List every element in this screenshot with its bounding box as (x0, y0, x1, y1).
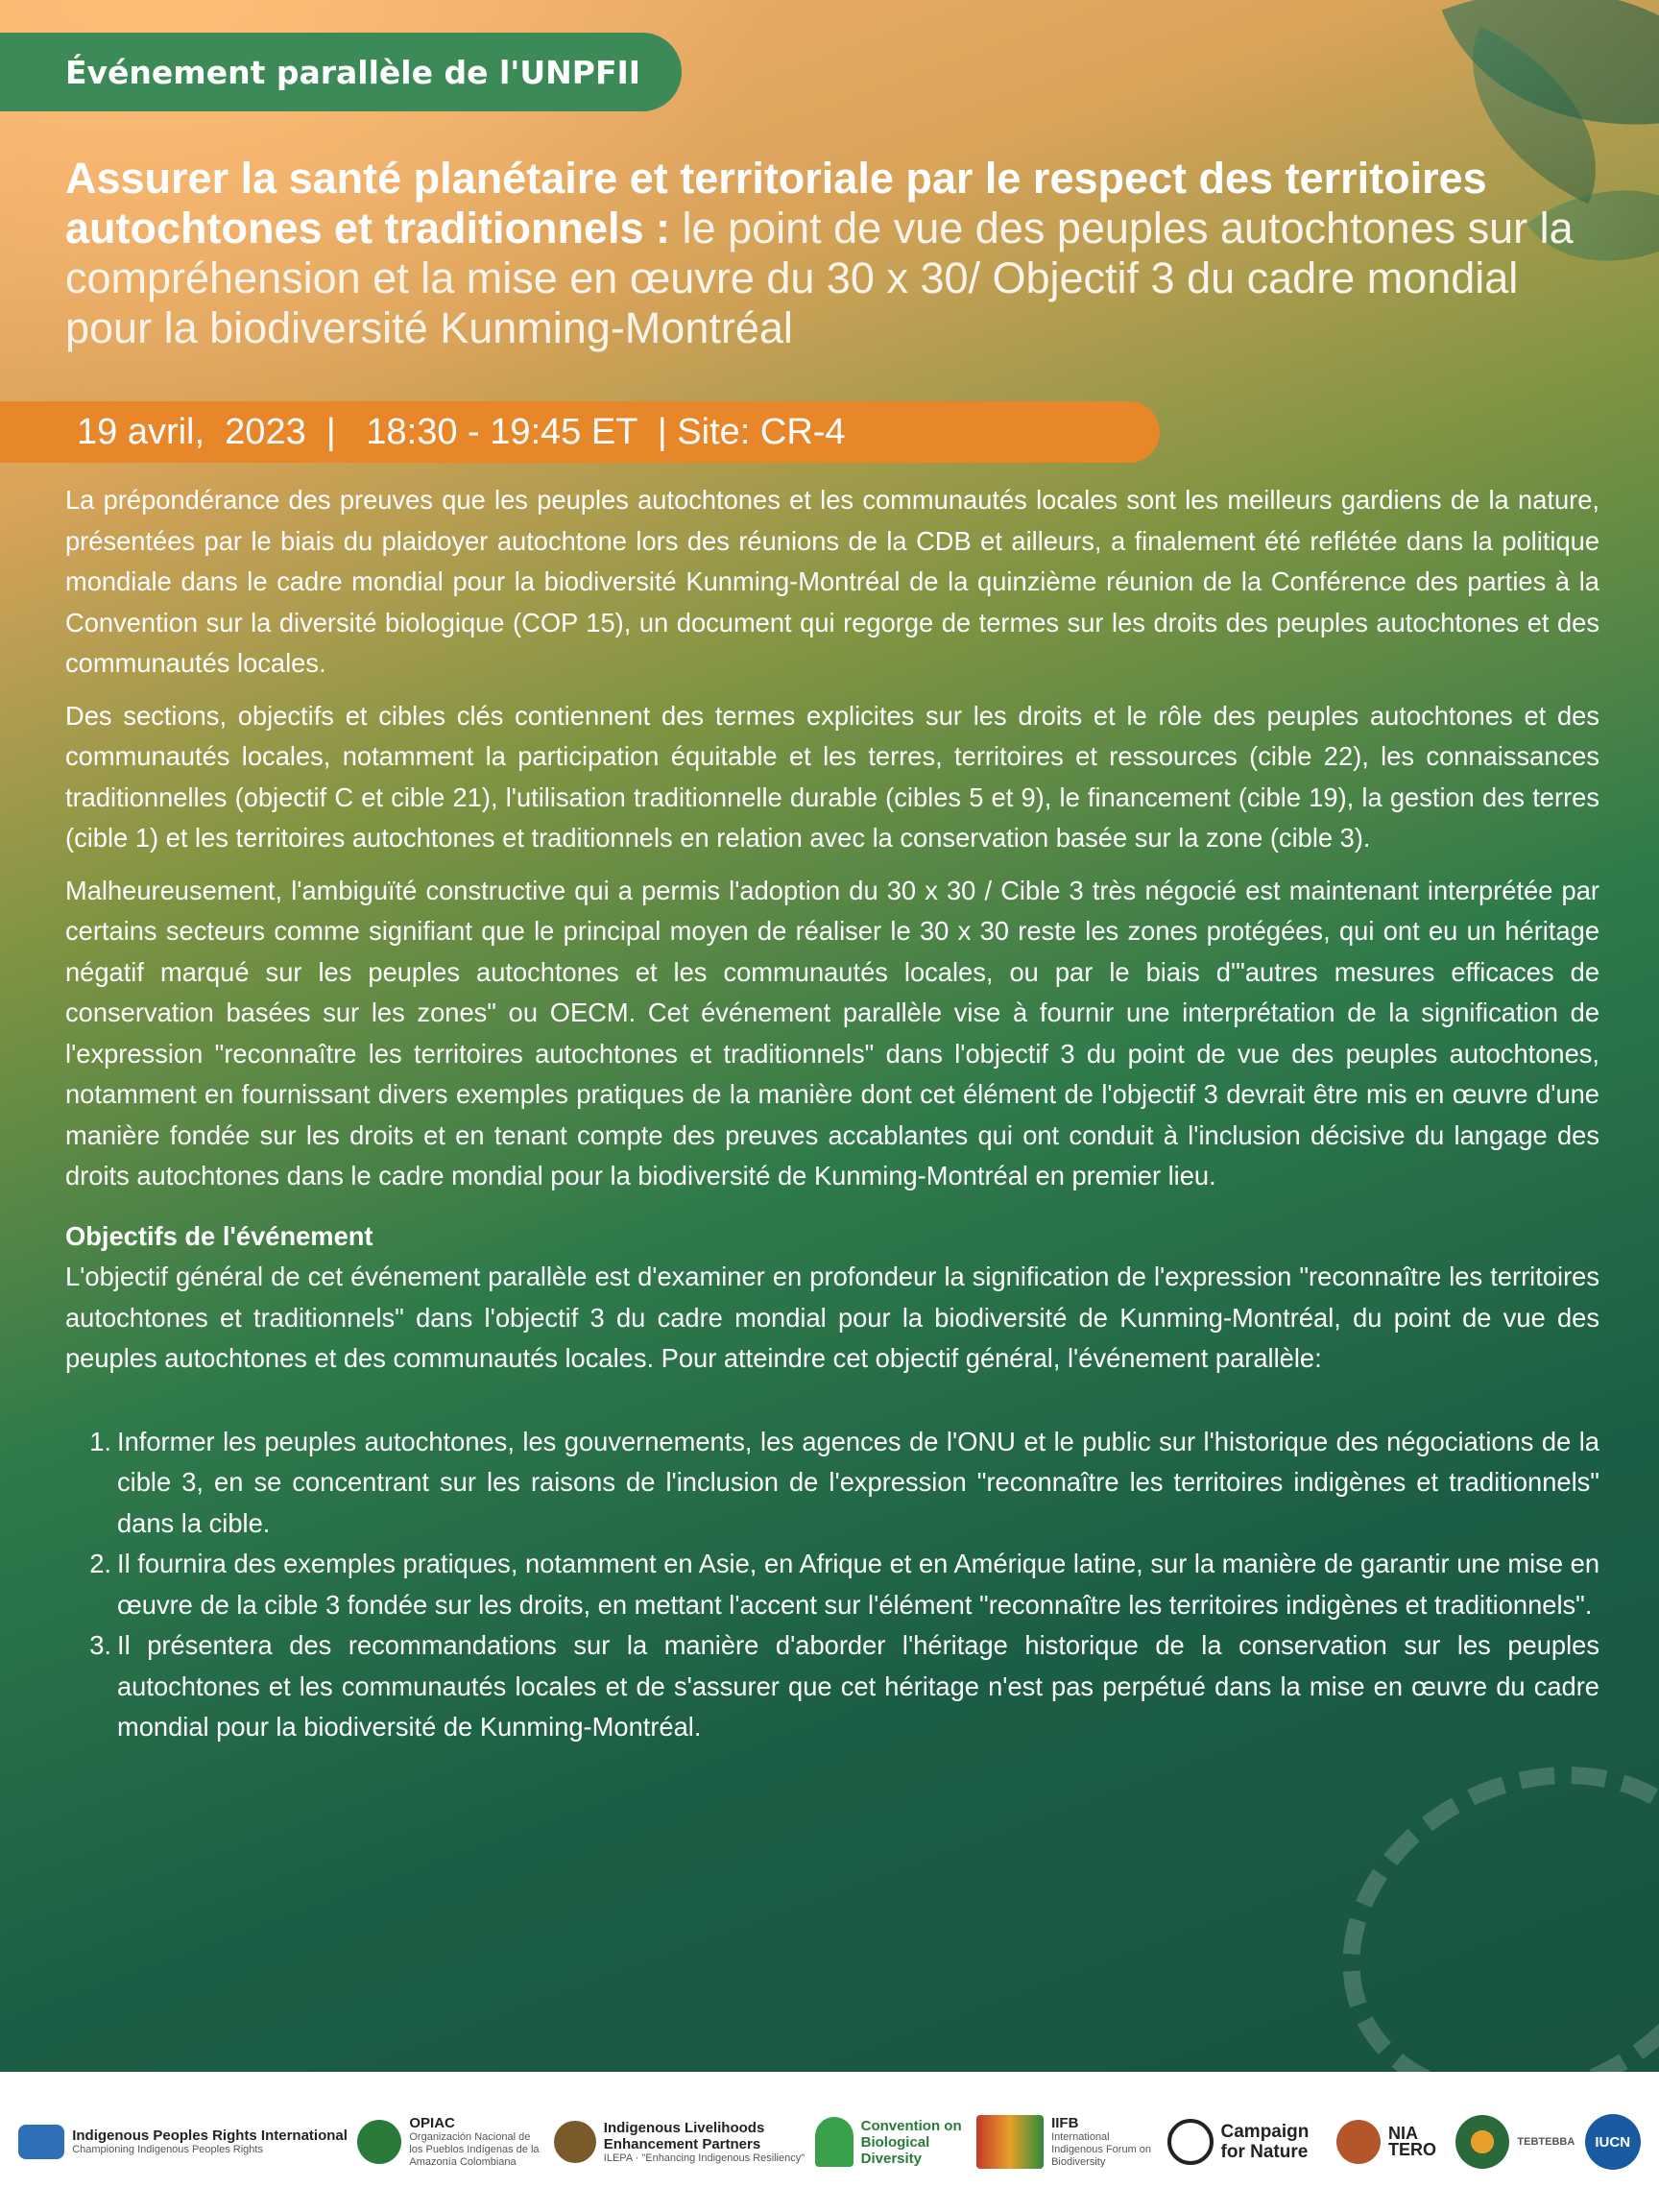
tebtebba-logo-icon (1455, 2115, 1509, 2169)
iucn-logo-icon: IUCN (1585, 2114, 1641, 2170)
body-text (65, 480, 1599, 1748)
list-item (65, 1625, 1599, 1748)
logo-opiac: OPIAC Organización Nacional de los Pueblos Indígenas de la Amazonía Colombiana (357, 2115, 543, 2169)
date-bar: 19 avril, 2023 | 18:30 - 19:45 ET | Site: CR-4 (0, 401, 1160, 463)
ipri-logo-icon (18, 2125, 64, 2159)
objectives-intro: L'objectif général de cet événement parallèle est d'examiner en profondeur la signification de l'expression "reconnaître les territoires autochtones et traditionnels" dans l'objectif 3 du cadre mondial pour la biodiversité de Kunming-Montréal, du point de vue des peuples autochtones et des communautés locales. Pour atteindre cet objectif général, l'événement parallèle: (65, 1262, 1599, 1373)
nia-tero-logo-icon (1336, 2120, 1381, 2164)
logo-tebtebba: TEBTEBBA (1455, 2115, 1575, 2169)
list-item (65, 1544, 1599, 1625)
list-number: 3. (89, 1630, 111, 1660)
paragraph-1: La prépondérance des preuves que les peuples autochtones et les communautés locales sont les meilleurs gardiens de la nature, présentées par le biais du plaidoyer autochtone lors des réunions de la CDB et ailleurs, a finalement été reflétée dans la politique mondiale dans le cadre mondial pour la biodiversité Kunming-Montréal de la quinzième réunion de la Conférence des parties à la Convention sur la diversité biologique (COP 15), un document qui regorge de termes sur les droits des peuples autochtones et des communautés locales. (65, 485, 1599, 678)
logo-ipri: Indigenous Peoples Rights International Championing Indigenous Peoples Rights (18, 2125, 348, 2159)
list-text: Il présentera des recommandations sur la manière d'aborder l'héritage historique de la conservation sur les peuples autochtones et les communautés locales et de s'assurer que cet héritage n'est pas perpétué dans la mise en œuvre du cadre mondial pour la biodiversité de Kunming-Montréal. (117, 1630, 1599, 1742)
logo-iifb: IIFB International Indigenous Forum on Biodiversity (976, 2115, 1157, 2169)
logo-iucn (1585, 2114, 1641, 2170)
iifb-logo-icon (976, 2115, 1044, 2169)
paragraph-2: Des sections, objectifs et cibles clés contiennent des termes explicites sur les droits et le rôle des peuples autochtones et des communautés locales, notamment la participation équitable et les terres, territoires et ressources (cible 22), les connaissances traditionnelles (objectif C et cible 21), l'utilisation traditionnelle durable (cibles 5 et 9), le financement (cible 19), la gestion des terres (cible 1) et les territoires autochtones et traditionnels en relation avec la conservation basée sur la zone (cible 3). (65, 700, 1599, 853)
cbd-logo-icon (815, 2117, 854, 2167)
campaign-for-nature-logo-icon (1167, 2119, 1214, 2165)
paragraph-3: Malheureusement, l'ambiguïté constructive qui a permis l'adoption du 30 x 30 / Cible 3 très négocié est maintenant interprétée par certains secteurs comme signifiant que le principal moyen de réaliser le 30 x 30 reste les zones protégées, qui ont eu un héritage négatif marqué sur les peuples autochtones et les communautés locales, ou par le biais d'"autres mesures efficaces de conservation basées sur les zones" ou OECM. Cet événement parallèle vise à fournir une interprétation de la signification de l'expression "reconnaître les territoires autochtones et traditionnels" dans l'objectif 3 du point de vue des peuples autochtones, notamment en fournissant divers exemples pratiques de la manière dont cet élément de l'objectif 3 devrait être mis en œuvre d'une manière fondée sur les droits et en tenant compte des preuves accablantes qui ont conduit à l'inclusion décisive du langage des droits autochtones dans le cadre mondial pour la biodiversité de Kunming-Montréal en premier lieu. (65, 875, 1599, 1190)
ilepa-logo-icon (554, 2121, 596, 2163)
logo-ilepa: Indigenous Livelihoods Enhancement Partners ILEPA · "Enhancing Indigenous Resiliency" (554, 2120, 805, 2165)
title-light: le point de vue des peuples autochtones sur la compréhension et la mise en œuvre du 30 x 30/ Objectif 3 du cadre mondial pour la biodiversité Kunming-Montréal (65, 204, 1574, 352)
list-number: 1. (89, 1426, 111, 1456)
objectives-list (65, 1422, 1599, 1748)
logo-cbd: Convention on Biological Diversity (815, 2117, 967, 2167)
list-number: 2. (89, 1549, 111, 1578)
list-text: Il fournira des exemples pratiques, notamment en Asie, en Afrique et en Amérique latine, sur la manière de garantir une mise en œuvre de la cible 3 fondée sur les droits, en mettant l'accent sur l'élément "reconnaître les territoires indigènes et traditionnels". (117, 1549, 1599, 1620)
logo-nia-tero: NIA TERO (1336, 2120, 1446, 2164)
list-item (65, 1422, 1599, 1545)
list-text: Informer les peuples autochtones, les gouvernements, les agences de l'ONU et le public sur l'historique des négociations de la cible 3, en se concentrant sur les raisons de l'inclusion de l'expression "reconnaître les territoires indigènes et traditionnels" dans la cible. (117, 1426, 1599, 1538)
logo-campaign-for-nature: Campaign for Nature (1167, 2119, 1327, 2165)
opiac-logo-icon (357, 2120, 401, 2164)
event-tag: Événement parallèle de l'UNPFII (0, 33, 682, 111)
partner-logos (0, 2072, 1659, 2212)
objectives-heading: Objectifs de l'événement (65, 1220, 373, 1251)
page-title (65, 154, 1601, 353)
title-bold: Assurer la santé planétaire et territoriale par le respect des territoires autochtones et traditionnels : (65, 154, 1487, 252)
